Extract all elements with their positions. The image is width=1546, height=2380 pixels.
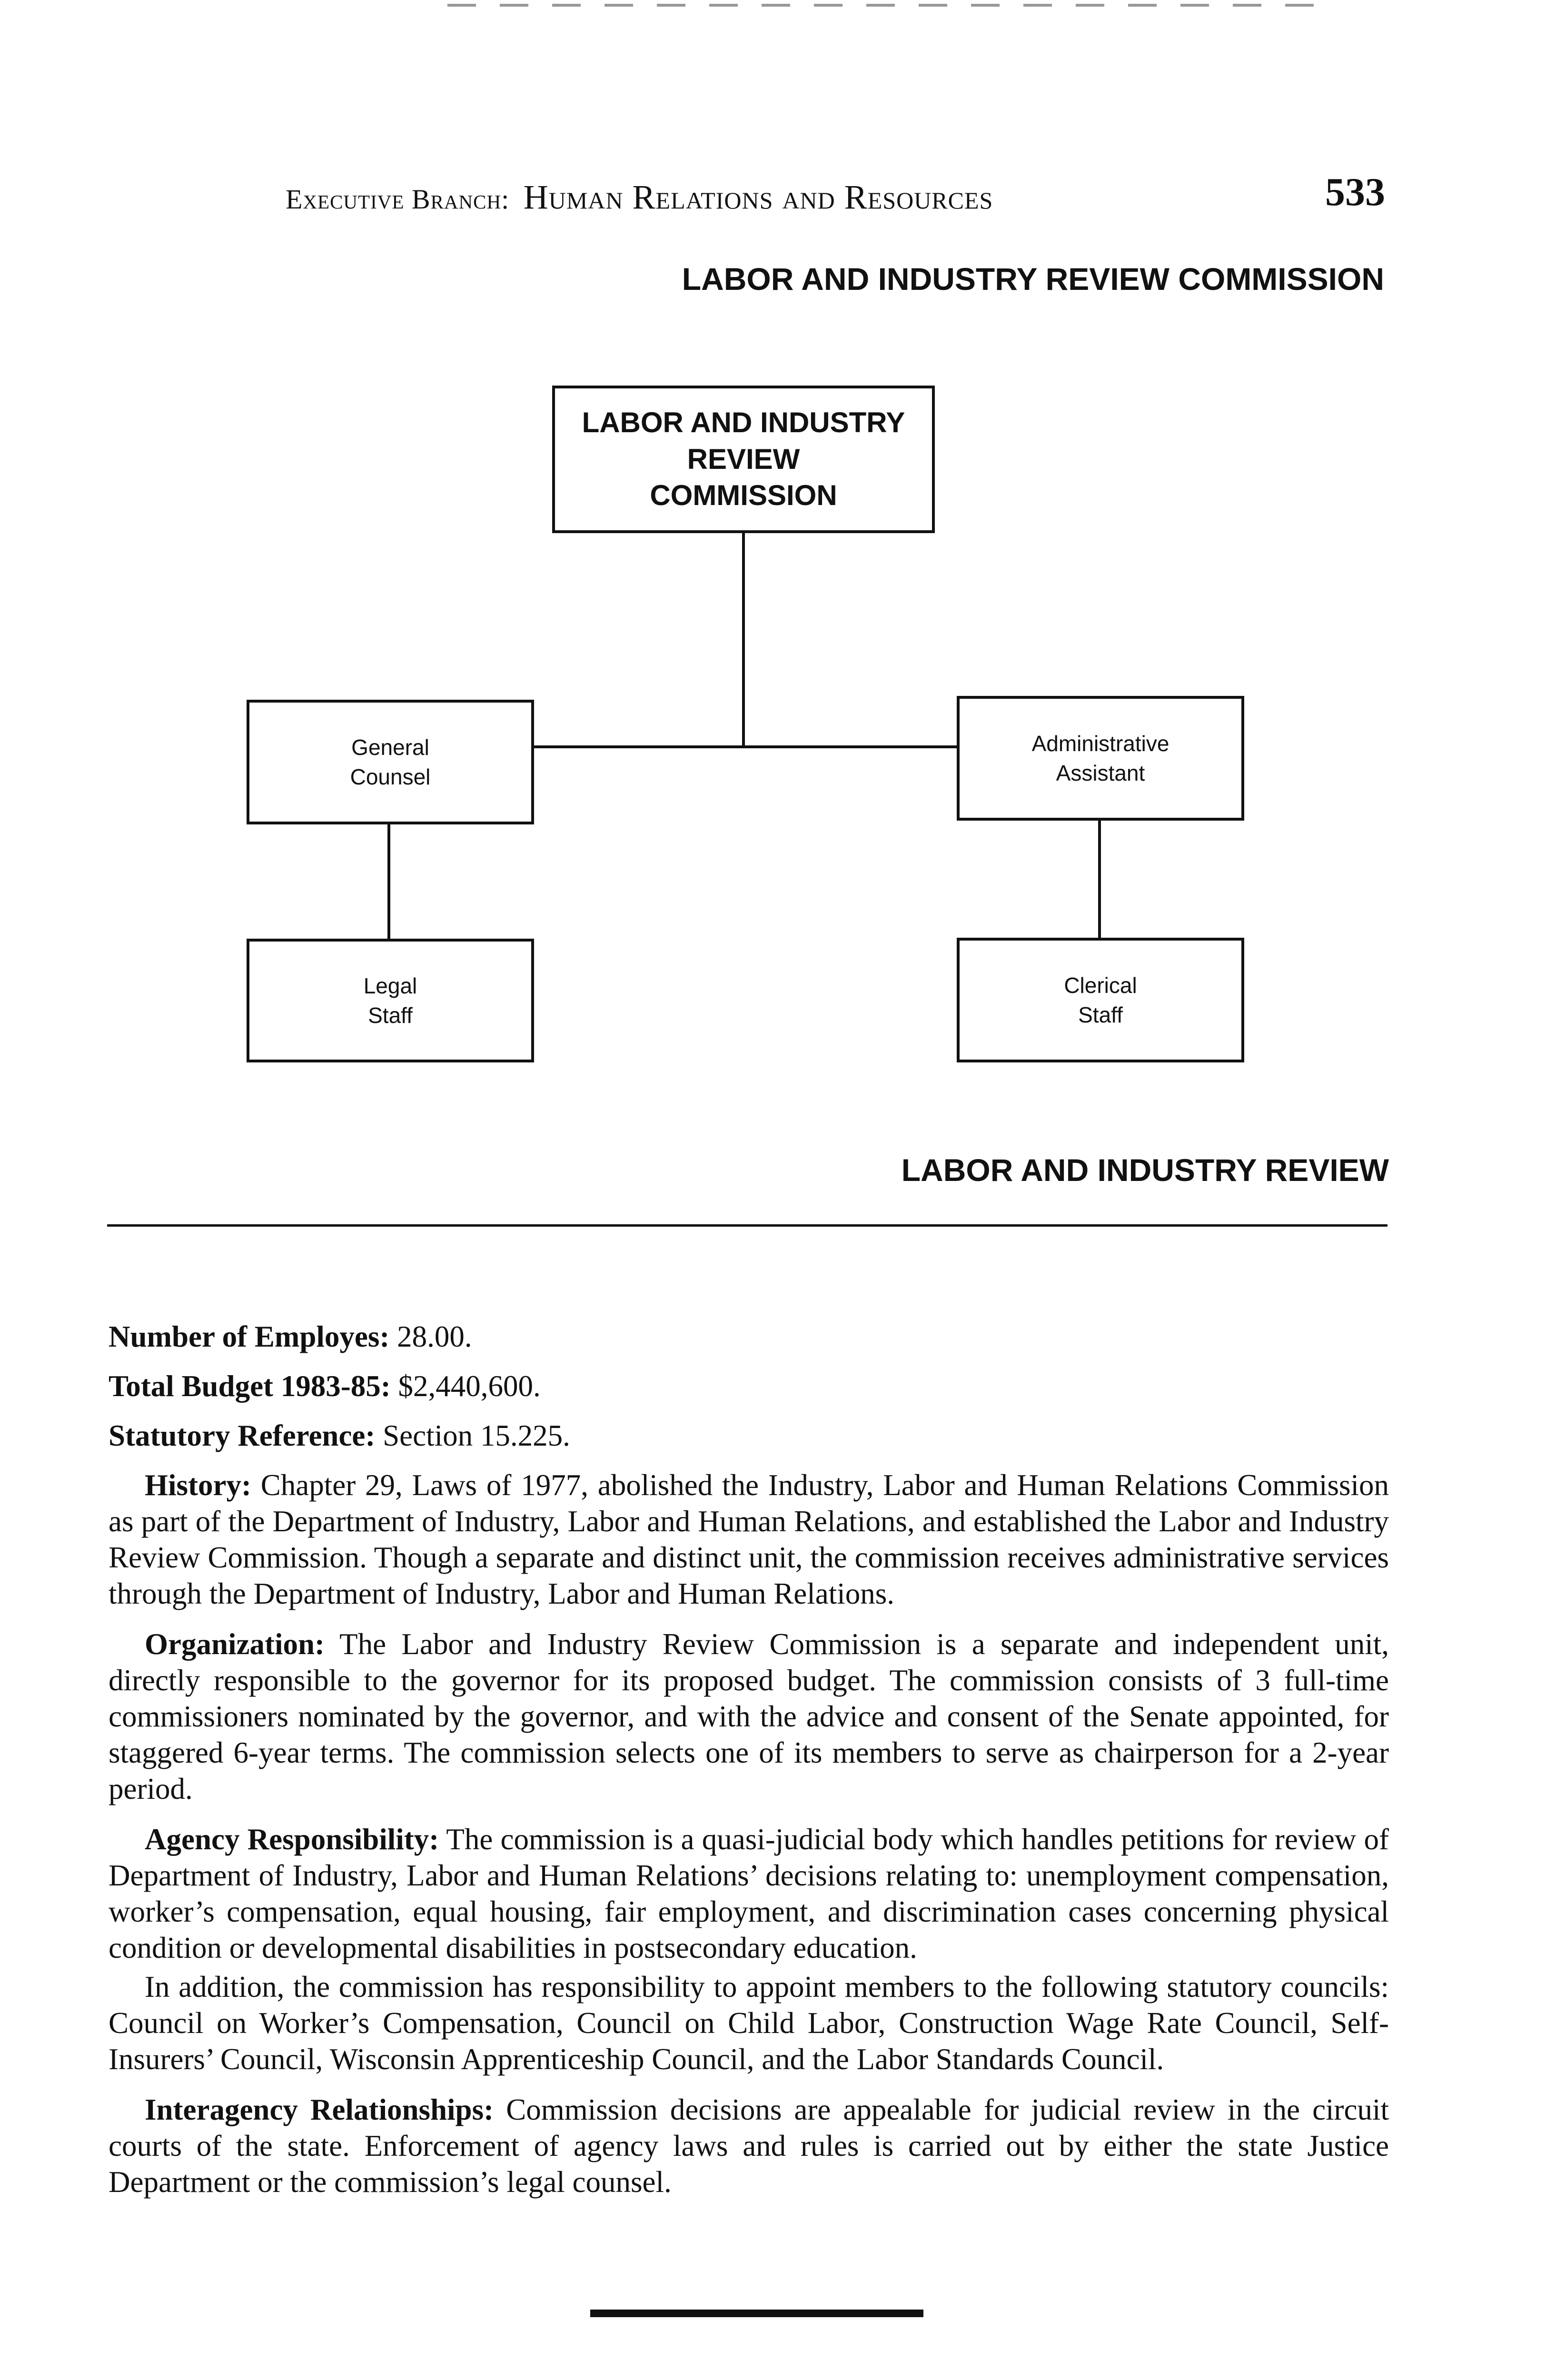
- scan-artifact: [447, 4, 1314, 7]
- paragraph-interagency-label: Interagency Relationships:: [145, 2093, 494, 2126]
- fact-budget: [109, 1368, 1389, 1404]
- section-prefix: Executive Branch:: [286, 184, 510, 215]
- org-box-legal-staff: [247, 939, 534, 1062]
- org-box-general-counsel: [247, 700, 534, 824]
- org-box-clerical-staff: [957, 938, 1244, 1062]
- fact-statutory: [109, 1418, 1389, 1454]
- paragraph-history-label: History:: [145, 1468, 251, 1502]
- org-box-general-counsel-line2: Counsel: [350, 764, 431, 789]
- paragraph-history-text: Chapter 29, Laws of 1977, abolished the Industry, Labor and Human Relations Commission as part of the Department of Industry, Labor and Human Relations, and established the Labor and Industry Review Commission. Though a separate and distinct unit, the commission receives administrative services through the Department of Industry, Labor and Human Relations.: [109, 1468, 1389, 1610]
- paragraph-responsibility: [109, 1821, 1389, 1966]
- connector-left-vertical: [387, 824, 390, 939]
- org-box-administrative-assistant-line1: Administrative: [1031, 731, 1169, 756]
- org-box-general-counsel-line1: General: [351, 734, 429, 760]
- paragraph-organization-label: Organization:: [145, 1627, 325, 1661]
- org-box-commission-line3: COMMISSION: [650, 479, 837, 512]
- paragraph-history: [109, 1467, 1389, 1612]
- paragraph-councils: In addition, the commission has responsibility to appoint members to the following statutory councils: Council on Worker’s Compensation, Council on Child Labor, Construction Wage Rate Council, Self-Insurers’ Council, Wisconsin Apprenticeship Council, and the Labor Standards Council.: [109, 1970, 1389, 2076]
- paragraph-interagency-text: Commission decisions are appealable for judicial review in the circuit courts of the state. Enforcement of agency laws and rules is carried out by either the state Justice Department or the commission’s legal counsel.: [109, 2093, 1389, 2199]
- fact-employees-label: Number of Employes:: [109, 1320, 390, 1353]
- org-box-legal-staff-line2: Staff: [368, 1003, 413, 1028]
- agency-title: LABOR AND INDUSTRY REVIEW COMMISSION: [682, 261, 1384, 297]
- page-number: 533: [1325, 170, 1385, 214]
- paragraph-organization-text: The Labor and Industry Review Commission is a separate and independent unit, directly responsible to the governor for its proposed budget. The commission consists of 3 full-time commissioners nominated by the governor, and with the advice and consent of the Senate appointed, for staggered 6-year terms. The commission selects one of its members to serve as chairperson for a 2-year period.: [109, 1627, 1389, 1805]
- fact-employees-value: 28.00.: [397, 1320, 472, 1353]
- agency-description: [109, 1319, 1389, 2214]
- org-box-commission-line2: REVIEW: [687, 443, 800, 475]
- org-box-administrative-assistant-line2: Assistant: [1056, 761, 1145, 785]
- org-box-commission: [552, 386, 935, 533]
- fact-statutory-label: Statutory Reference:: [109, 1419, 376, 1452]
- running-header: [286, 169, 1385, 221]
- paragraph-organization: [109, 1626, 1389, 1807]
- org-box-legal-staff-line1: Legal: [363, 973, 417, 998]
- paragraph-responsibility-label: Agency Responsibility:: [145, 1823, 439, 1856]
- org-box-administrative-assistant: [957, 696, 1244, 821]
- divider-rule: [107, 1224, 1387, 1227]
- connector-top-vertical: [742, 533, 745, 747]
- org-box-commission-line1: LABOR AND INDUSTRY: [582, 406, 905, 438]
- org-box-clerical-staff-line2: Staff: [1078, 1002, 1123, 1027]
- connector-horizontal: [534, 745, 957, 748]
- fact-budget-label: Total Budget 1983-85:: [109, 1369, 391, 1403]
- org-box-clerical-staff-line1: Clerical: [1064, 972, 1137, 998]
- paragraph-responsibility-text: The commission is a quasi-judicial body which handles petitions for review of Department of Industry, Labor and Human Relations’ decisions relating to: unemployment compensation, worker’s compensation, equal housing, fair employment, and discrimination cases concerning physical condition or developmental disabilities in postsecondary education.: [109, 1823, 1389, 1964]
- fact-budget-value: $2,440,600.: [398, 1369, 541, 1403]
- section-name: Human Relations and Resources: [523, 178, 993, 216]
- end-rule: [590, 2310, 923, 2317]
- section-title: [286, 178, 993, 217]
- fact-employees: [109, 1319, 1389, 1355]
- section-subtitle: LABOR AND INDUSTRY REVIEW: [901, 1152, 1389, 1188]
- paragraph-interagency: [109, 2092, 1389, 2200]
- fact-statutory-value: Section 15.225.: [383, 1419, 570, 1452]
- connector-right-vertical: [1098, 821, 1101, 938]
